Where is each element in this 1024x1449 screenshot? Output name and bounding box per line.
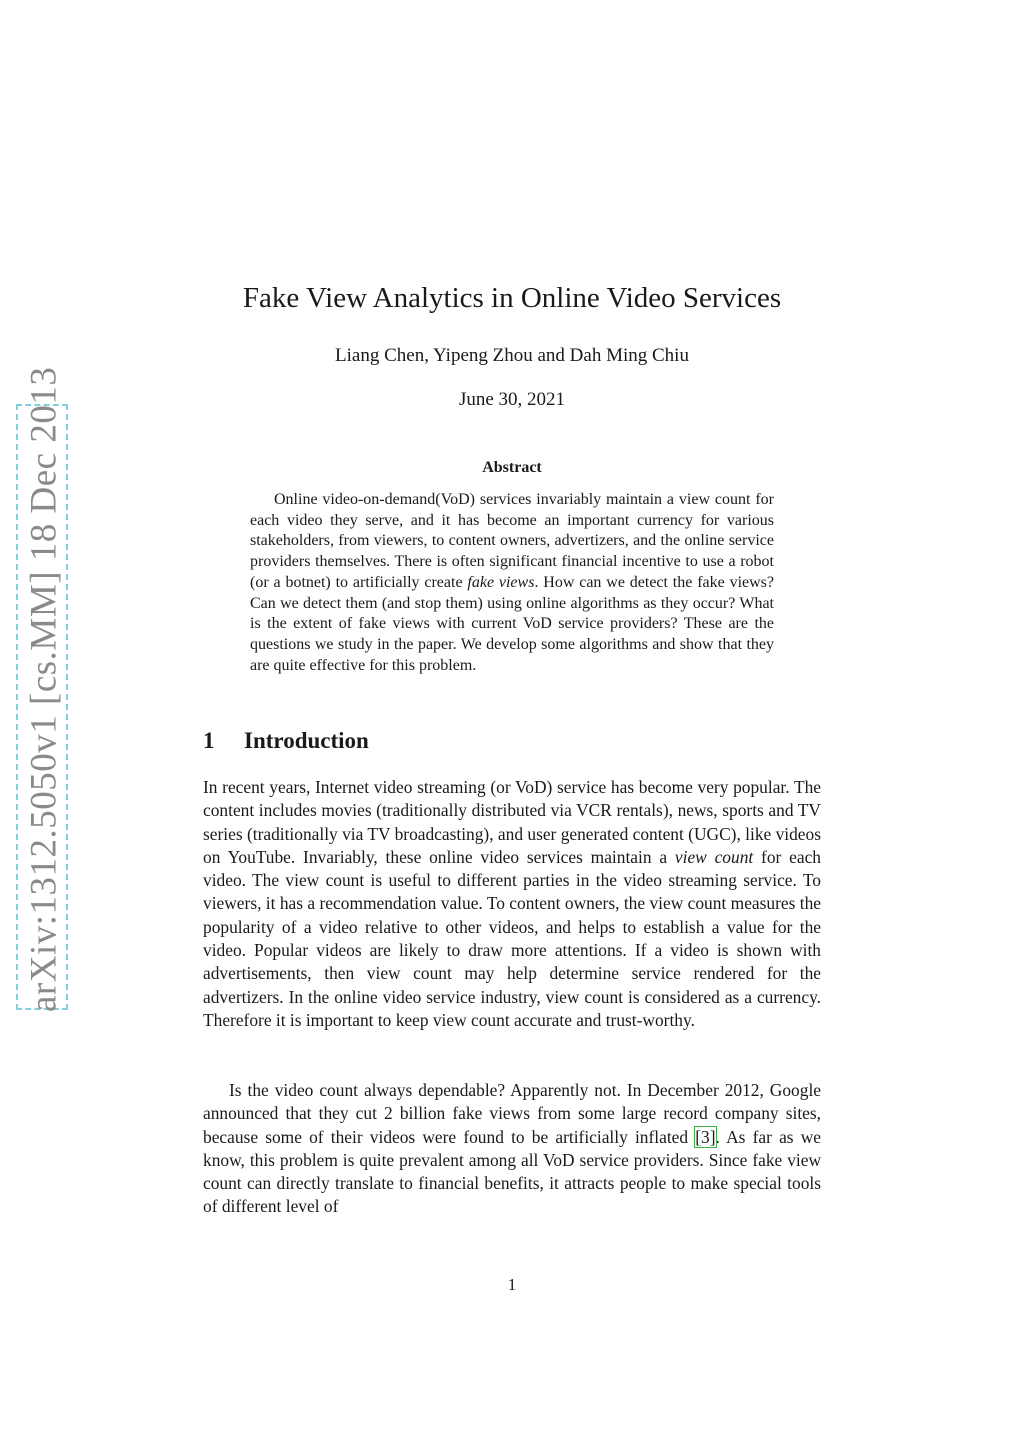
abstract-text-part-2: . How can we detect the fake views? Can we detect them (and stop them) using online algorithms as they occur? What is the extent of fake views with current VoD service providers? These are the questions we study in the paper. We develop some algorithms and show that they are quite effective for this problem.	[250, 573, 775, 674]
paper-date: June 30, 2021	[458, 389, 566, 410]
paper-title: Fake View Analytics in Online Video Services	[242, 282, 782, 314]
paragraph-1-part-2: for each video. The view count is useful to different parties in the video streaming service. To viewers, it has a recommendation value. To content owners, the view count measures the popularity of a video relative to other videos, and helps to establish a value for the video. Popular videos are likely to draw more attentions. If a video is shown with advertisements, then view count may help determine service rendered for the advertizers. In the online video service industry, view count is considered as a currency. Therefore it is important to keep view count accurate and trust-worthy.	[203, 846, 821, 1030]
intro-paragraph-2	[203, 1079, 821, 1219]
section-title: Introduction	[244, 728, 369, 753]
page-number: 1	[507, 1275, 517, 1294]
paper-authors: Liang Chen, Yipeng Zhou and Dah Ming Chiu	[335, 345, 689, 366]
abstract-text	[250, 490, 774, 676]
abstract-text-part-1: Online video-on-demand(VoD) services invariably maintain a view count for each video they serve, and it has become an important currency for various stakeholders, from viewers, to content owners, advertizers, and the online service providers themselves. There is often significant financial incentive to use a robot (or a botnet) to artificially create	[250, 491, 774, 591]
arxiv-stamp[interactable]	[16, 366, 68, 1012]
intro-paragraph-1	[203, 776, 821, 1032]
paragraph-1-part-1: In recent years, Internet video streaming (or VoD) service has become very popular. The content includes movies (traditionally distributed via VCR rentals), news, sports and TV series (traditionally via TV broadcasting), and user generated content (UGC), like videos on YouTube. Invariably, these online video services maintain a	[203, 777, 821, 867]
citation-link[interactable]: [3]	[695, 1126, 716, 1147]
section-number: 1	[203, 728, 215, 753]
paragraph-1-emphasis: view count	[674, 846, 754, 867]
abstract-emphasis: fake views	[467, 573, 535, 591]
abstract-heading: Abstract	[482, 459, 542, 476]
paragraph-2-part-2: . As far as we know, this problem is quite prevalent among all VoD service providers. Since fake view count can directly translate to financial benefits, it attracts people to make special tools of different level of	[203, 1126, 822, 1217]
paragraph-2-part-1: Is the video count always dependable? Apparently not. In December 2012, Google announced that they cut 2 billion fake views from some large record company sites, because some of their videos were found to be artificially inflated	[203, 1080, 821, 1147]
arxiv-stamp-label: arXiv:1312.5050v1 [cs.MM] 18 Dec 2013	[23, 366, 65, 1012]
section-heading	[203, 728, 369, 754]
